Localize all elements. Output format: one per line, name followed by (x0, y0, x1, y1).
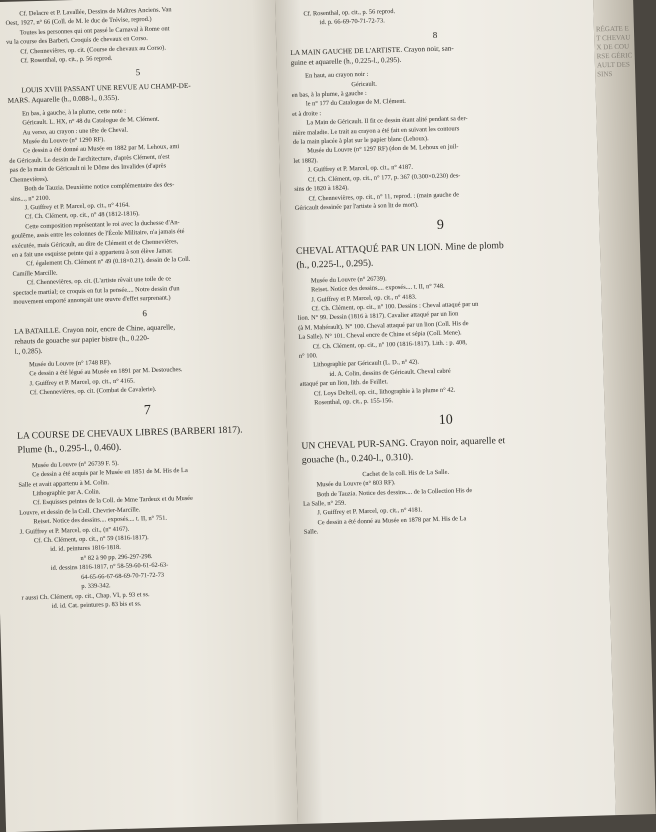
entry-note-line: En bas, à gauche, à la plume, cette note : (21, 107, 127, 118)
entry-note-line: J. Guiffrey et P. Marcel, op. cit., n° 4183. (311, 293, 417, 304)
entry-note-line: Musée du Louvre (n° 803 RF). (316, 479, 396, 489)
entry-note-line: id. id. peintures 1816-1818. (50, 544, 121, 554)
entry-title-line: l., 0.285). (14, 346, 43, 356)
entry-note-line: Géricault. L. HX, n° 48 du Catalogue de M. Clément. (22, 115, 160, 127)
entry-note-line: id. A. Colin, dessins de Géricault. Cheval cabré (329, 367, 451, 378)
entry-note-line: Musée du Louvre (n° 1297 RF) (don de M. Lehoux en juil- (307, 143, 459, 156)
entry-note-line: 64-65-66-67-68-69-70-71-72-73 (80, 571, 165, 581)
entry-number: 10 (438, 412, 454, 429)
entry-note-line: attaqué par un lion, lith. de Feillet. (299, 378, 389, 389)
entry-title-line: rehauts de gouache sur papier bistre (h., 0.220- (14, 333, 150, 346)
entry-title-line: LOUIS XVIII PASSANT UNE REVUE AU CHAMP-DE- (21, 81, 191, 95)
entry-number: 7 (143, 403, 152, 419)
entry-note-line: id. id. Cat. peintures p. 83 bis et ss. (51, 600, 142, 610)
entry-note-line: Musée du Louvre (n° 1748 RF). (28, 358, 112, 369)
entry-note-line: Cachet de la coll. His de La Salle. (362, 468, 450, 478)
entry-note-line: La Main de Géricault. Il fit ce dessin étant alité pendant sa der- (306, 115, 468, 127)
entry-note-line: Both de Tauzia. Deuxième notice complémentaire des des- (24, 181, 175, 193)
entry-note-line: Cf. Loys Delteil, op. cit., lithographie à la plume n° 42. (313, 386, 456, 398)
entry-note-line: Reiset. Notice des dessins.... exposés.... t. II, n° 748. (311, 282, 445, 294)
entry-note-line: Ce dessin a été acquis par le Musée en 1851 de M. His de La (32, 467, 188, 479)
top-continuation-line: id. p. 66-69-70-71-72-73. (319, 17, 385, 27)
entry-note-line: Cf. Ch. Clément, op. cit., n° 100 (1816-1817). Lith. : p. 408, (312, 338, 468, 351)
entry-note-line: spectacle martial; ce croquis en fut la pensée.... Notre dessin d'un (12, 284, 180, 297)
entry-title-line: CHEVAL ATTAQUÉ PAR UN LION. Mine de plomb (295, 239, 504, 257)
entry-note-line: id. dessins 1816-1817, n° 58-59-60-61-62-63- (50, 561, 169, 573)
entry-note-line: de la main placée à plat sur le papier blanc (Lehoux). (292, 135, 429, 146)
entry-number: 9 (436, 218, 445, 234)
entry-note-line: Cf. Ch. Clément, op. cit., n° 177, p. 367 (0.300×0.230) des- (307, 171, 461, 184)
entry-note-line: Cf. Chennevières, op. cit. (L'artiste rêvait une toile de ce (26, 275, 172, 287)
edge-text: RÉGATE ET CHEVAUX DE COURSE GÉRICAULT DESSINS (595, 24, 633, 79)
entry-note-line: J. Guiffrey et P. Marcel, op. cit., n° 4164. (24, 201, 130, 212)
entry-note-line: mouvement emporté annonçait une œuvre d'effet surprenant.) (13, 294, 171, 306)
entry-note-line: Cf. Esquisses peintes de la Coll. de Mme Tardeux et du Musée (32, 495, 194, 507)
entry-note-line: p. 339-342. (81, 582, 111, 591)
entry-note-line: Cf. Ch. Clément, op. cit., n° 59 (1816-1817). (33, 534, 149, 545)
top-continuation-line: Cf. Rosenthal, op. cit., p. 56 reprod. (20, 54, 113, 65)
entry-note-line: Cette composition représentant le roi avec la duchesse d'An- (25, 218, 180, 231)
entry-note-line: Cf. Ch. Clément, op. cit., n° 48 (1812-1816). (24, 210, 140, 221)
top-continuation-line: vu la course des Barberi, Croquis de chevaux en Corso. (5, 35, 148, 47)
right-page (275, 0, 616, 824)
entry-note-line: sins..., n° 2100. (10, 194, 51, 203)
entry-title-line: guine et aquarelle (h., 0.225-l., 0.295). (290, 56, 402, 68)
right-column (289, 0, 594, 537)
entry-note-line: Both de Tauzia. Notice des dessins.... de la Collection His de (316, 486, 473, 499)
entry-note-line: en bas, à la plume, à gauche : (291, 89, 367, 99)
entry-note-line: Rosenthal, op. cit., p. 155-156. (314, 397, 394, 407)
entry-note-line: exécutée, mais Géricault, au dire de Clément et de Chennevières, (11, 237, 179, 250)
entry-note-line: Ce dessin a été donné au Musée en 1878 par M. His de La (317, 515, 467, 527)
entry-note-line: Musée du Louvre (n° 1290 RF). (22, 136, 106, 146)
top-continuation-line: Toutes les personnes qui ont passé le Carnaval à Rome ont (19, 25, 170, 37)
entry-note-line: en a fait une esquisse peinte qui a appartenu à son élève Jamar. (11, 247, 173, 259)
entry-note-line: J. Guiffrey et P. Marcel, op. cit., n° 4165. (29, 377, 135, 387)
entry-note-line: Camille Marcille. (12, 269, 58, 278)
entry-note-line: Musée du Louvre (n° 26739). (310, 275, 387, 285)
entry-note-line: Cf. également Ch. Clément n° 49 (0.18×0.21), dessin de la Coll. (26, 256, 191, 268)
entry-note-line: pas de la main de Géricault ni le Dôme des Invalides (d'après (9, 162, 167, 175)
entry-note-line: lion. N° 99. Dessin (1816 à 1817). Cavalier attaqué par un lion (297, 310, 459, 323)
top-continuation-line: Cf. Rosenthal, op. cit., p. 56 reprod. (303, 8, 396, 18)
entry-note-line: J. Guiffrey et P. Marcel, op. cit., n° 4181. (317, 506, 423, 517)
entry-number: 6 (142, 308, 148, 319)
entry-note-line: Géricault dessinée par l'artiste à son lit de mort). (294, 201, 419, 212)
entry-note-line: Chennevières). (9, 175, 49, 184)
entry-note-line: Géricault. (351, 80, 377, 88)
entry-note-line: Musée du Louvre (n° 26739 F. 5). (31, 459, 119, 470)
entry-note-line: Cf. Chennevières, op. cit., n° 11, reprod. : (main gauche de (308, 190, 460, 203)
entry-note-line: n° 82 à 90 pp. 296-297-298. (80, 552, 153, 562)
top-continuation-line: Cf. Delacre et P. Lavallée, Dessins de Maîtres Anciens. Van (19, 6, 172, 18)
entry-note-line: Cf. Ch. Clément, op. cit., n° 100. Dessins : Cheval attaqué par un (311, 300, 479, 313)
top-continuation-line: Cf. Chennevières, op. cit. (Course de chevaux au Corso). (20, 44, 167, 56)
entry-note-line: En haut, au crayon noir : (305, 71, 369, 80)
left-page (0, 0, 298, 832)
entry-title-line: gouache (h., 0.240-l., 0.310). (301, 451, 414, 466)
entry-note-line: r aussi Ch. Clément, op. cit., Chap. VI, p. 93 et ss. (21, 590, 150, 602)
entry-title-line: MARS. Aquarelle (h., 0.088-l., 0.355). (7, 93, 120, 105)
entry-note-line: le n° 177 du Catalogue de M. Clément. (305, 98, 406, 108)
entry-note-line: Lithographie par A. Colin. (32, 488, 101, 498)
entry-title-line: LA MAIN GAUCHE DE L'ARTISTE. Crayon noir, san- (290, 44, 454, 58)
entry-title-line: Plume (h., 0.295-l., 0.460). (17, 441, 122, 456)
entry-note-line: Reiset. Notice des dessins.... exposés.... t. II, n° 751. (33, 514, 168, 526)
entry-title-line: LA BATAILLE. Crayon noir, encre de Chine, aquarelle, (14, 323, 176, 336)
entry-note-line: J. Guiffrey et P. Marcel, op. cit., n° 4187. (307, 163, 414, 174)
entry-note-line: de Géricault. Le dessin de l'architecture, d'après Clément, n'est (9, 153, 170, 165)
entry-number: 8 (432, 29, 438, 40)
entry-note-line: Au verso, au crayon : une tête de Cheval. (22, 126, 129, 137)
entry-note-line: Ce dessin a été donné au Musée en 1882 par M. Lehoux, ami (23, 143, 180, 155)
entry-note-line: goulême, assis entre les colonnes de l'École Militaire, n'a jamais été (11, 228, 185, 240)
left-column (5, 0, 284, 612)
entry-note-line: J. Guiffrey et P. Marcel, op. cit., (n° 4167). (19, 525, 130, 536)
entry-note-line: Salle et avait appartenu à M. Colin. (18, 478, 110, 489)
entry-note-line: La Salle). N° 101. Cheval encre de Chine et sépia (Coll. Mene). (298, 329, 462, 342)
entry-note-line: Salle. (303, 528, 319, 537)
entry-note-line: sins de 1820 à 1824). (294, 184, 349, 194)
entry-title-line: LA COURSE DE CHEVAUX LIBRES (BARBERI 1817). (16, 424, 243, 442)
entry-note-line: Cf. Chennevières, op. cit. (Combat de Cavalerie). (29, 385, 157, 397)
entry-note-line: nière maladie. Le trait au crayon a été fait en suivant les contours (292, 124, 460, 137)
entry-note-line: (à M. Mahérault). N° 100. Cheval attaqué par un lion (Coll. His de (298, 319, 469, 332)
entry-number: 5 (135, 67, 141, 78)
entry-note-line: Lithographie par Géricault (L. D., n° 42). (313, 358, 420, 369)
entry-note-line: n° 100. (298, 352, 318, 360)
entry-title-line: UN CHEVAL PUR-SANG. Crayon noir, aquarelle et (301, 434, 506, 452)
entry-note-line: let 1882). (293, 157, 319, 165)
top-continuation-line: Oest, 1927, n° 66 (Coll. de M. le duc de Trévise, reprod.) (5, 16, 152, 28)
entry-note-line: Louvre, et dessin de la Coll. Chevrier-Marcille. (19, 506, 141, 517)
entry-note-line: La Salle, n° 259. (302, 499, 347, 508)
entry-note-line: Ce dessin a été légué au Musée en 1891 par M. Destouches. (29, 366, 183, 378)
entry-note-line: et à droite : (292, 109, 322, 118)
entry-title-line: (h., 0.225-l., 0.295). (296, 257, 374, 271)
